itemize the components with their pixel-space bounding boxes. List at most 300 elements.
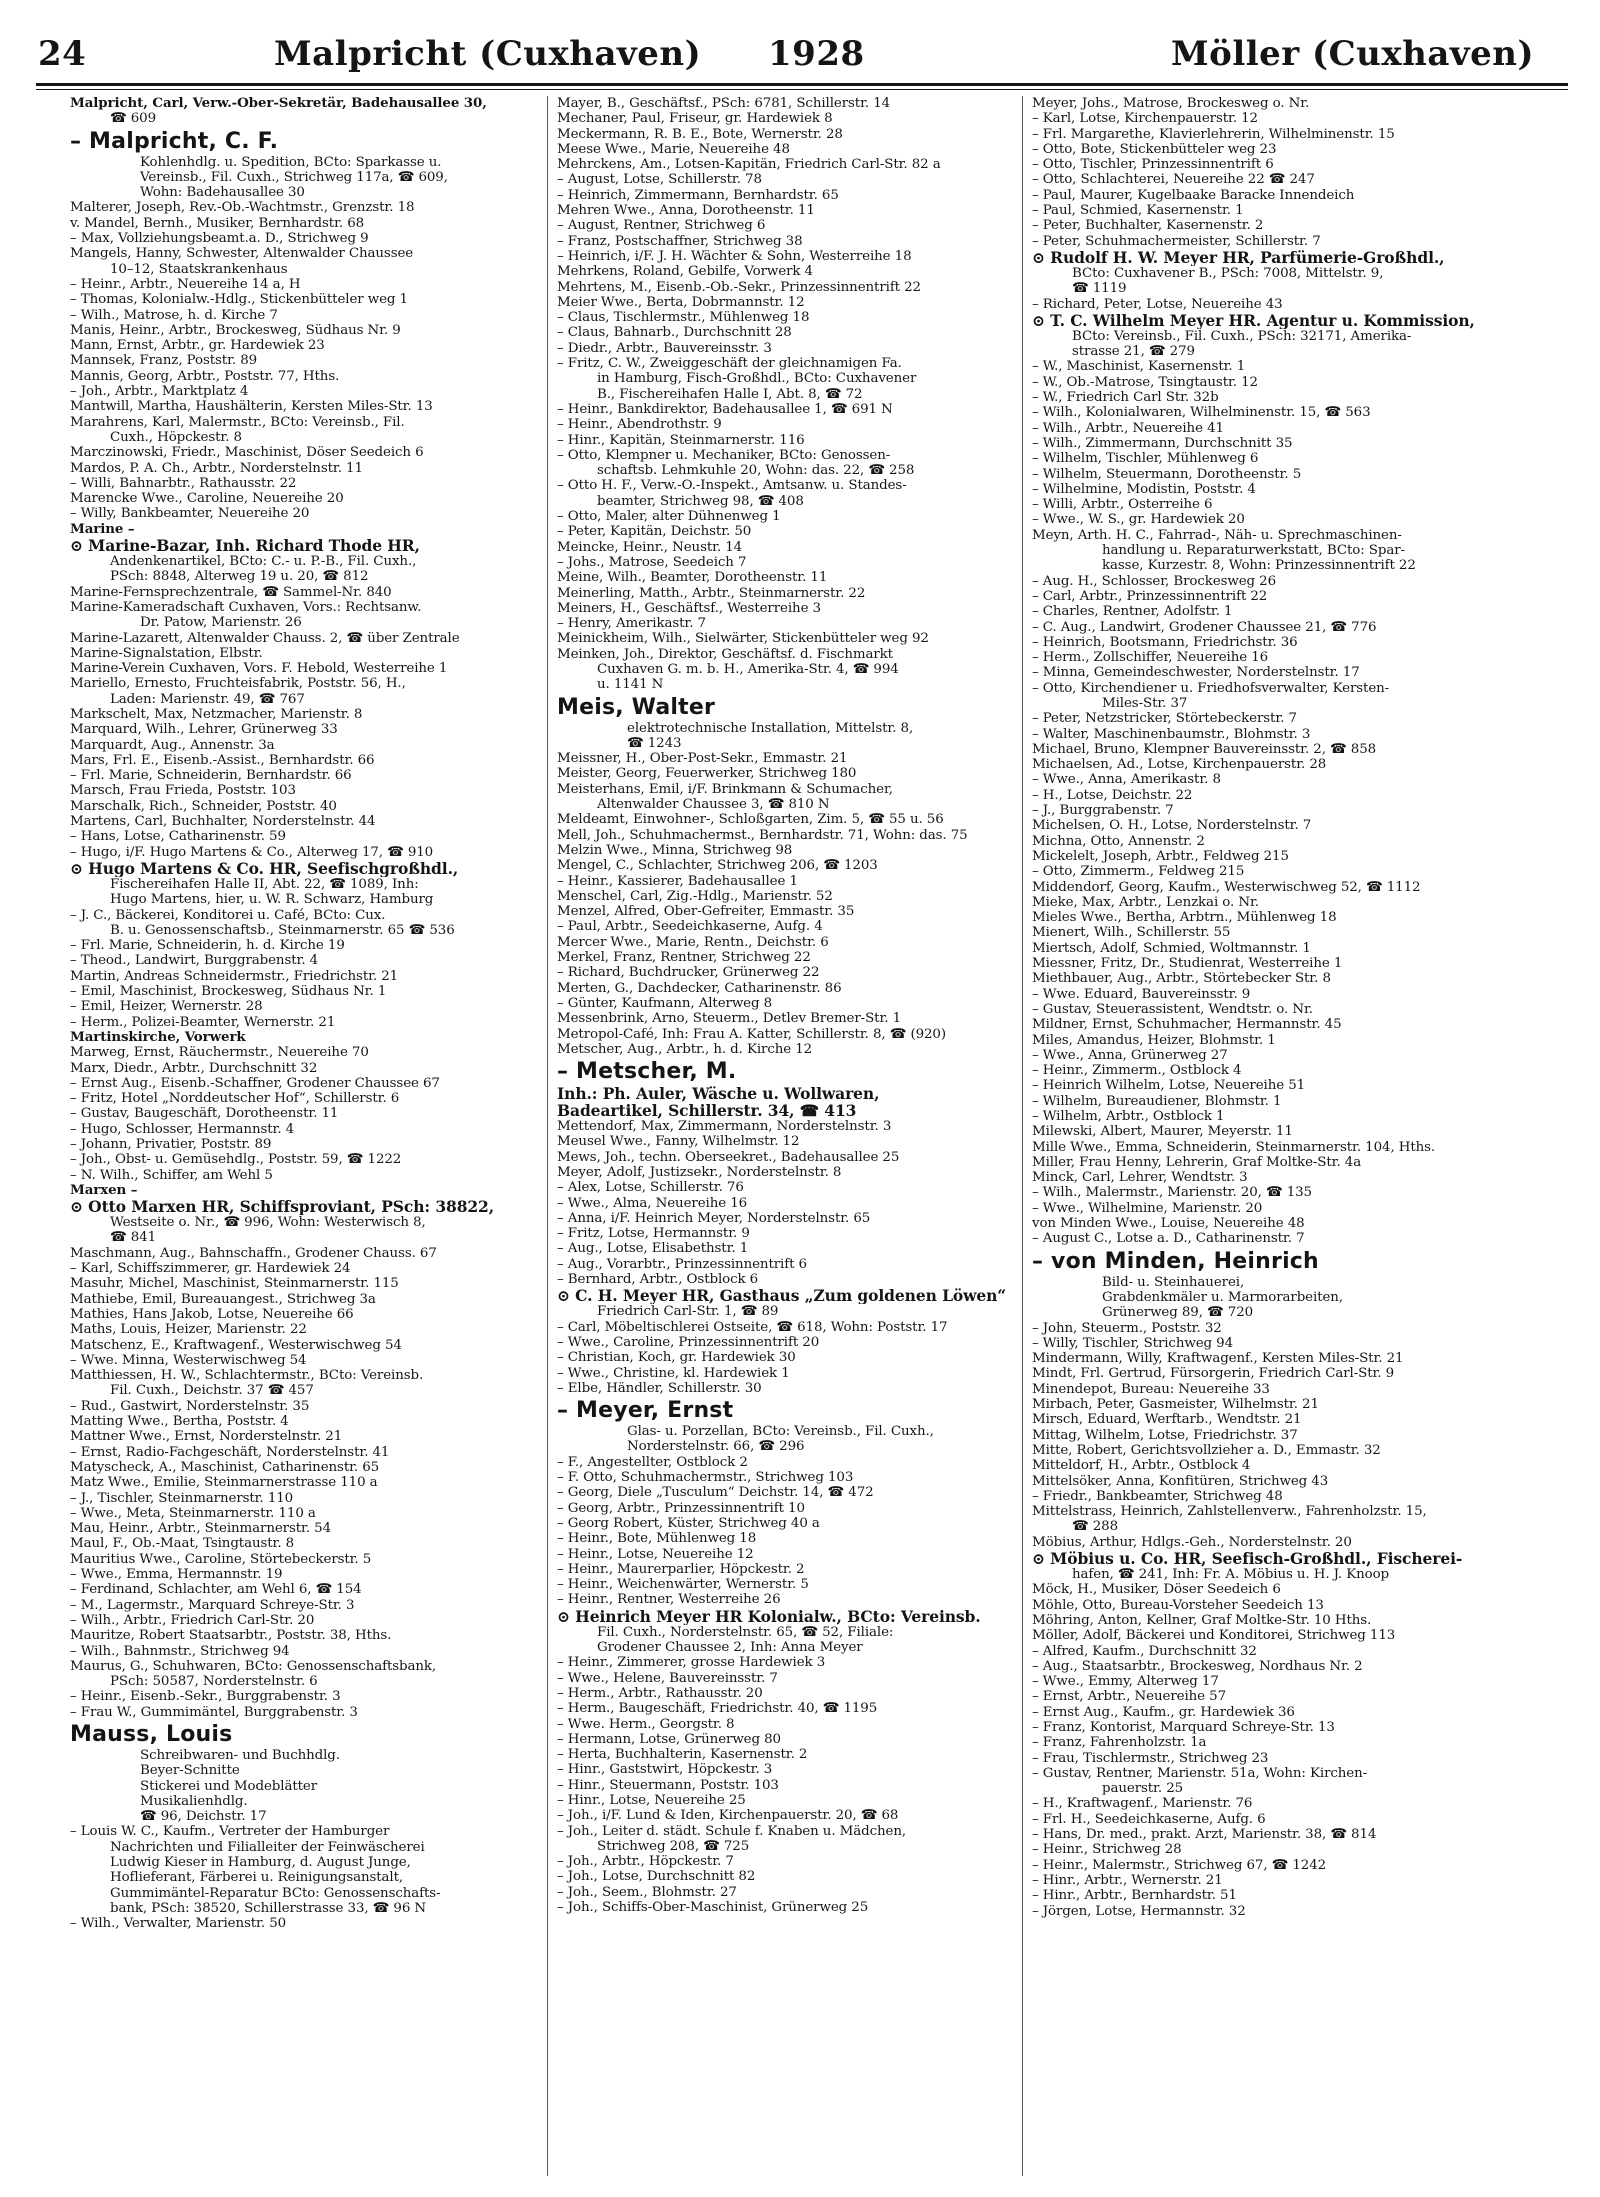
directory-entry: – Heinr., Abendrothstr. 9 (557, 417, 722, 433)
directory-entry: – F., Angestellter, Ostblock 2 (557, 1454, 748, 1470)
directory-entry: – Herm., Zollschiffer, Neuereihe 16 (1032, 650, 1269, 666)
directory-entry: Metscher, Aug., Arbtr., h. d. Kirche 12 (557, 1041, 813, 1057)
directory-entry: – Richard, Peter, Lotse, Neuereihe 43 (1032, 296, 1283, 312)
directory-entry: – Peter, Netzstricker, Störtebeckerstr. 7 (1032, 711, 1297, 727)
directory-entry: – Joh., Arbtr., Höpckestr. 7 (557, 1854, 734, 1870)
directory-entry: Mindt, Frl. Gertrud, Fürsorgerin, Friedrich Carl-Str. 9 (1032, 1366, 1395, 1382)
directory-entry: Meiners, H., Geschäftsf., Westerreihe 3 (557, 600, 821, 616)
directory-entry: Mathies, Hans Jakob, Lotse, Neuereihe 66 (70, 1306, 354, 1322)
directory-entry: Mardos, P. A. Ch., Arbtr., Norderstelnstr. 11 (70, 460, 363, 476)
directory-entry: – Frl. Marie, Schneiderin, h. d. Kirche 19 (70, 938, 345, 954)
directory-entry: Marine-Lazarett, Altenwalder Chauss. 2, ☎ über Zentrale (70, 630, 460, 646)
directory-entry: ⊙ Hugo Martens & Co. HR, Seefischgroßhdl., (70, 859, 459, 877)
directory-entry: Matthiessen, H. W., Schlachtermstr., BCto: Vereinsb. (70, 1368, 424, 1384)
directory-entry: – von Minden, Heinrich (1032, 1248, 1319, 1274)
directory-entry: – Carl, Arbtr., Prinzessinnentrift 22 (1032, 588, 1268, 604)
page-number: 24 (38, 34, 87, 74)
directory-entry: Ludwig Kieser in Hamburg, d. August Junge, (110, 1855, 411, 1871)
left-running-title: Malpricht (Cuxhaven) (274, 34, 702, 74)
directory-entry: Middendorf, Georg, Kaufm., Westerwischweg 52, ☎ 1112 (1032, 879, 1421, 895)
column-2 (557, 96, 1027, 2186)
directory-entry: – Frl. H., Seedeichkaserne, Aufg. 6 (1032, 1811, 1266, 1827)
directory-entry: ☎ 96, Deichstr. 17 (140, 1809, 267, 1825)
directory-entry: – Wwe., Helene, Bauvereinsstr. 7 (557, 1670, 778, 1686)
directory-entry: Grünerweg 89, ☎ 720 (1102, 1305, 1254, 1321)
directory-entry: beamter, Strichweg 98, ☎ 408 (597, 493, 804, 509)
directory-entry: – Frl. Marie, Schneiderin, Bernhardstr. 66 (70, 768, 352, 784)
directory-entry: – August, Rentner, Strichweg 6 (557, 218, 766, 234)
directory-entry: Mittelstrass, Heinrich, Zahlstellenverw., Fahrenholzstr. 15, (1032, 1504, 1427, 1520)
directory-entry: Marczinowski, Friedr., Maschinist, Döser Seedeich 6 (70, 445, 424, 461)
directory-entry: Mayer, B., Geschäftsf., PSch: 6781, Schillerstr. 14 (557, 96, 891, 111)
directory-entry: Malterer, Joseph, Rev.-Ob.-Wachtmstr., Grenzstr. 18 (70, 200, 415, 216)
directory-entry: – Claus, Tischlermstr., Mühlenweg 18 (557, 310, 810, 326)
directory-entry: – Wwe., Emmy, Alterweg 17 (1032, 1674, 1219, 1690)
directory-entry: Mitte, Robert, Gerichtsvollzieher a. D., Emmastr. 32 (1032, 1442, 1381, 1458)
directory-entry: Minck, Carl, Lehrer, Wendtstr. 3 (1032, 1170, 1248, 1186)
directory-entry: Strichweg 208, ☎ 725 (597, 1838, 750, 1854)
directory-entry: Marine-Fernsprechzentrale, ☎ Sammel-Nr. 840 (70, 584, 392, 600)
directory-entry: – John, Steuerm., Poststr. 32 (1032, 1320, 1222, 1336)
directory-entry: Mieke, Max, Arbtr., Lenzkai o. Nr. (1032, 894, 1259, 910)
directory-entry: pauerstr. 25 (1102, 1781, 1184, 1797)
directory-entry: Meese Wwe., Marie, Neuereihe 48 (557, 141, 790, 157)
directory-entry: – Heinr., Strichweg 28 (1032, 1842, 1182, 1858)
directory-entry: elektrotechnische Installation, Mittelstr. 8, (627, 720, 914, 736)
directory-entry: BCto: Vereinsb., Fil. Cuxh., PSch: 32171, Amerika- (1072, 328, 1412, 344)
directory-entry: – Joh., Seem., Blohmstr. 27 (557, 1884, 737, 1900)
directory-entry: Möck, H., Musiker, Döser Seedeich 6 (1032, 1582, 1281, 1598)
directory-entry: Bild- u. Steinhauerei, (1102, 1274, 1245, 1290)
directory-entry: Beyer-Schnitte (140, 1763, 240, 1779)
directory-entry: 10–12, Staatskrankenhaus (110, 261, 288, 277)
directory-entry: – Karl, Lotse, Kirchenpauerstr. 12 (1032, 111, 1258, 127)
directory-entry: – Franz, Postschaffner, Strichweg 38 (557, 233, 803, 249)
directory-entry: Mickelelt, Joseph, Arbtr., Feldweg 215 (1032, 848, 1289, 864)
directory-entry: – Wwe., Wilhelmine, Marienstr. 20 (1032, 1200, 1263, 1216)
directory-entry: – Wilh., Matrose, h. d. Kirche 7 (70, 307, 278, 323)
directory-entry: – Otto, Zimmerm., Feldweg 215 (1032, 864, 1245, 880)
directory-entry: ⊙ Heinrich Meyer HR Kolonialw., BCto: Vereinsb. (557, 1607, 981, 1625)
directory-entry: Altenwalder Chaussee 3, ☎ 810 N (597, 797, 830, 813)
directory-entry: Kohlenhdlg. u. Spedition, BCto: Sparkasse u. (140, 154, 442, 170)
directory-entry: – Gustav, Rentner, Marienstr. 51a, Wohn: Kirchen- (1032, 1765, 1368, 1781)
directory-entry: Mengel, C., Schlachter, Strichweg 206, ☎ 1203 (557, 858, 878, 874)
directory-entry: – Emil, Maschinist, Brockesweg, Südhaus Nr. 1 (70, 984, 387, 1000)
directory-entry: – Hugo, Schlosser, Hermannstr. 4 (70, 1121, 295, 1137)
directory-entry: – Claus, Bahnarb., Durchschnitt 28 (557, 325, 792, 341)
column-1 (70, 96, 538, 2186)
directory-entry: – Wilh., Arbtr., Neuereihe 41 (1032, 420, 1224, 436)
directory-entry: Möhle, Otto, Bureau-Vorsteher Seedeich 13 (1032, 1597, 1324, 1613)
directory-entry: Mann, Ernst, Arbtr., gr. Hardewiek 23 (70, 338, 325, 354)
directory-entry: – Ferdinand, Schlachter, am Wehl 6, ☎ 154 (70, 1582, 362, 1598)
directory-entry: – Willy, Tischler, Strichweg 94 (1032, 1335, 1234, 1351)
directory-entry: Cuxhaven G. m. b. H., Amerika-Str. 4, ☎ 994 (597, 661, 899, 677)
directory-entry: – Frau W., Gummimäntel, Burggrabenstr. 3 (70, 1704, 358, 1720)
directory-entry: – Theod., Landwirt, Burggrabenstr. 4 (70, 953, 319, 969)
directory-entry: – Ernst Aug., Kaufm., gr. Hardewiek 36 (1032, 1704, 1295, 1720)
directory-entry: – Christian, Koch, gr. Hardewiek 30 (557, 1350, 796, 1366)
directory-entry: Maschmann, Aug., Bahnschaffn., Grodener Chauss. 67 (70, 1245, 437, 1261)
directory-entry: – Paul, Arbtr., Seedeichkaserne, Aufg. 4 (557, 919, 823, 935)
directory-entry: Glas- u. Porzellan, BCto: Vereinsb., Fil. Cuxh., (627, 1424, 934, 1440)
directory-entry: Meinken, Joh., Direktor, Geschäftsf. d. Fischmarkt (557, 646, 893, 662)
directory-entry: – Herta, Buchhalterin, Kasernenstr. 2 (557, 1747, 808, 1763)
directory-entry: Merkel, Franz, Rentner, Strichweg 22 (557, 950, 811, 966)
directory-entry: ⊙ Marine-Bazar, Inh. Richard Thode HR, (70, 537, 420, 555)
directory-entry: – Georg, Diele „Tusculum“ Deichstr. 14, ☎ 472 (557, 1485, 874, 1501)
directory-entry: Mittelsöker, Anna, Konfitüren, Strichweg 43 (1032, 1473, 1329, 1489)
directory-entry: – W., Friedrich Carl Str. 32b (1032, 390, 1219, 406)
directory-entry: Mittag, Wilhelm, Lotse, Friedrichstr. 37 (1032, 1427, 1298, 1443)
directory-entry: Hugo Martens, hier, u. W. R. Schwarz, Hamburg (110, 892, 434, 908)
directory-entry: – Malpricht, C. F. (70, 128, 279, 154)
directory-entry: Grodener Chaussee 2, Inh: Anna Meyer (597, 1640, 863, 1656)
directory-entry: – Karl, Schiffszimmerer, gr. Hardewiek 24 (70, 1261, 351, 1277)
directory-entry: Möller, Adolf, Bäckerei und Konditorei, Strichweg 113 (1032, 1628, 1396, 1644)
directory-entry: Meier Wwe., Berta, Dobrmannstr. 12 (557, 294, 805, 310)
directory-entry: Mantwill, Martha, Haushälterin, Kersten Miles-Str. 13 (70, 399, 433, 415)
directory-entry: Möhring, Anton, Kellner, Graf Moltke-Str. 10 Hths. (1032, 1612, 1372, 1628)
directory-entry: – Heinrich, Bootsmann, Friedrichstr. 36 (1032, 634, 1298, 650)
directory-entry: Andenkenartikel, BCto: C.- u. P.-B., Fil. Cuxh., (110, 554, 417, 570)
directory-entry: Menschel, Carl, Zig.-Hdlg., Marienstr. 52 (557, 888, 833, 904)
directory-entry: Marquardt, Aug., Annenstr. 3a (70, 737, 275, 753)
directory-entry: – Hans, Dr. med., prakt. Arzt, Marienstr. 38, ☎ 814 (1032, 1827, 1377, 1843)
directory-entry: Mars, Frl. E., Eisenb.-Assist., Bernhardstr. 66 (70, 752, 375, 768)
directory-entry: Michelsen, O. H., Lotse, Norderstelnstr. 7 (1032, 818, 1312, 834)
directory-entry: PSch: 8848, Alterweg 19 u. 20, ☎ 812 (110, 569, 369, 585)
directory-entry: B. u. Genossenschaftsb., Steinmarnerstr. 65 ☎ 536 (110, 922, 455, 938)
directory-entry: Marencke Wwe., Caroline, Neuereihe 20 (70, 491, 344, 507)
directory-entry: Mauritze, Robert Staatsarbtr., Poststr. 38, Hths. (70, 1628, 392, 1644)
directory-entry: – Aug. H., Schlosser, Brockesweg 26 (1032, 573, 1276, 589)
directory-entry: Miller, Frau Henny, Lehrerin, Graf Moltke-Str. 4a (1032, 1154, 1362, 1170)
directory-entry: – J., Tischler, Steinmarnerstr. 110 (70, 1490, 294, 1506)
directory-entry: Mehrtens, M., Eisenb.-Ob.-Sekr., Prinzessinnentrift 22 (557, 279, 921, 295)
directory-entry: – Heinr., Bote, Mühlenweg 18 (557, 1531, 757, 1547)
directory-entry: ⊙ Möbius u. Co. HR, Seefisch-Großhdl., Fischerei- (1032, 1550, 1463, 1568)
directory-entry: – Carl, Möbeltischlerei Ostseite, ☎ 618, Wohn: Poststr. 17 (557, 1319, 948, 1335)
column-rule (547, 96, 548, 2176)
directory-entry: – Herm., Arbtr., Rathausstr. 20 (557, 1685, 763, 1701)
directory-entry: – Heinrich, i/F. J. H. Wächter & Sohn, Westerreihe 18 (557, 248, 912, 264)
directory-entry: – Walter, Maschinenbaumstr., Blohmstr. 3 (1032, 726, 1311, 742)
directory-entry: PSch: 50587, Norderstelnstr. 6 (110, 1674, 318, 1690)
directory-entry: Merten, G., Dachdecker, Catharinenstr. 86 (557, 980, 842, 996)
directory-entry: – Max, Vollziehungsbeamt.a. D., Strichweg 9 (70, 231, 369, 247)
directory-entry: – Aug., Vorarbtr., Prinzessinnentrift 6 (557, 1256, 807, 1272)
directory-entry: Miethbauer, Aug., Arbtr., Störtebecker Str. 8 (1032, 971, 1331, 987)
directory-entry: Meusel Wwe., Fanny, Wilhelmstr. 12 (557, 1134, 800, 1150)
directory-entry: Markschelt, Max, Netzmacher, Marienstr. 8 (70, 706, 363, 722)
directory-entry: – Georg Robert, Küster, Strichweg 40 a (557, 1515, 820, 1531)
directory-entry: Mienert, Wilh., Schillerstr. 55 (1032, 925, 1231, 941)
directory-entry: Mau, Heinr., Arbtr., Steinmarnerstr. 54 (70, 1521, 332, 1537)
directory-entry: Miessner, Fritz, Dr., Studienrat, Westerreihe 1 (1032, 956, 1343, 972)
directory-entry: – Otto, Bote, Stickenbütteler weg 23 (1032, 141, 1277, 157)
directory-entry: Martens, Carl, Buchhalter, Norderstelnstr. 44 (70, 814, 376, 830)
directory-entry: Meister, Georg, Feuerwerker, Strichweg 180 (557, 766, 857, 782)
directory-entry: – Joh., Lotse, Durchschnitt 82 (557, 1869, 756, 1885)
directory-entry: Maths, Louis, Heizer, Marienstr. 22 (70, 1322, 307, 1338)
directory-entry: Meckermann, R. B. E., Bote, Wernerstr. 28 (557, 126, 843, 142)
directory-entry: Marahrens, Karl, Malermstr., BCto: Vereinsb., Fil. (70, 414, 405, 430)
directory-entry: Friedrich Carl-Str. 1, ☎ 89 (597, 1304, 779, 1320)
directory-entry: Menzel, Alfred, Ober-Gefreiter, Emmastr. 35 (557, 904, 855, 920)
directory-entry: Meyer, Johs., Matrose, Brockesweg o. Nr. (1032, 96, 1310, 111)
directory-entry: ☎ 1119 (1072, 281, 1127, 297)
directory-entry: – Willi, Bahnarbtr., Rathausstr. 22 (70, 475, 297, 491)
directory-entry: Matyscheck, A., Maschinist, Catharinenstr. 65 (70, 1459, 380, 1475)
directory-entry: – Wwe., Christine, kl. Hardewiek 1 (557, 1365, 790, 1381)
directory-entry: – Gustav, Steuerassistent, Wendtstr. o. Nr. (1032, 1001, 1313, 1017)
directory-entry: Mehrkens, Roland, Gebilfe, Vorwerk 4 (557, 264, 813, 280)
directory-entry: Michaelsen, Ad., Lotse, Kirchenpauerstr. 28 (1032, 757, 1327, 773)
directory-entry: Cuxh., Höpckestr. 8 (110, 429, 242, 445)
directory-entry: Matschenz, E., Kraftwagenf., Westerwischweg 54 (70, 1337, 402, 1353)
directory-entry: Meyn, Arth. H. C., Fahrrad-, Näh- u. Sprechmaschinen- (1032, 527, 1402, 543)
directory-entry: – Friedr., Bankbeamter, Strichweg 48 (1032, 1488, 1283, 1504)
directory-entry: – Wilhelmine, Modistin, Poststr. 4 (1032, 481, 1256, 497)
directory-entry: – Wwe. Eduard, Bauvereinsstr. 9 (1032, 986, 1251, 1002)
directory-entry: Wohn: Badehausallee 30 (140, 185, 305, 201)
directory-entry: B., Fischereihafen Halle I, Abt. 8, ☎ 72 (597, 386, 863, 402)
directory-entry: Mell, Joh., Schuhmachermst., Bernhardstr. 71, Wohn: das. 75 (557, 827, 968, 843)
directory-entry: – Joh., Leiter d. städt. Schule f. Knaben u. Mädchen, (557, 1823, 907, 1839)
directory-entry: – Wilhelm, Arbtr., Ostblock 1 (1032, 1109, 1225, 1124)
directory-entry: – Joh., Schiffs-Ober-Maschinist, Grünerweg 25 (557, 1900, 869, 1916)
directory-entry: von Minden Wwe., Louise, Neuereihe 48 (1032, 1216, 1305, 1232)
directory-entry: Mews, Joh., techn. Oberseekret., Badehausallee 25 (557, 1149, 900, 1165)
directory-entry: – H., Lotse, Deichstr. 22 (1032, 787, 1193, 803)
directory-entry: – Hinr., Arbtr., Wernerstr. 21 (1032, 1872, 1223, 1888)
directory-entry: Miles-Str. 37 (1102, 695, 1188, 711)
directory-entry: Hoflieferant, Färberei u. Reinigungsanstalt, (110, 1870, 404, 1886)
directory-entry: – Wilh., Verwalter, Marienstr. 50 (70, 1916, 287, 1932)
directory-entry: Meine, Wilh., Beamter, Dorotheenstr. 11 (557, 570, 828, 586)
directory-entry: Mattner Wwe., Ernst, Norderstelnstr. 21 (70, 1429, 343, 1445)
directory-entry: Mieles Wwe., Bertha, Arbtrn., Mühlenweg 18 (1032, 910, 1337, 926)
directory-entry: – Willy, Bankbeamter, Neuereihe 20 (70, 506, 310, 522)
directory-entry: Schreibwaren- und Buchhdlg. (140, 1747, 340, 1763)
directory-entry: Milewski, Albert, Maurer, Meyerstr. 11 (1032, 1124, 1293, 1140)
directory-entry: – Heinr., Bankdirektor, Badehausallee 1, ☎ 691 N (557, 401, 893, 417)
directory-entry: – Herm., Baugeschäft, Friedrichstr. 40, ☎ 1195 (557, 1701, 878, 1717)
directory-entry: Fil. Cuxh., Deichstr. 37 ☎ 457 (110, 1383, 314, 1399)
directory-entry: Masuhr, Michel, Maschinist, Steinmarnerstr. 115 (70, 1276, 399, 1292)
directory-entry: – Rud., Gastwirt, Norderstelnstr. 35 (70, 1398, 310, 1414)
directory-entry: Meinickheim, Wilh., Sielwärter, Stickenbütteler weg 92 (557, 631, 929, 647)
directory-entry: – Anna, i/F. Heinrich Meyer, Norderstelnstr. 65 (557, 1210, 871, 1226)
directory-entry: Marxen – (70, 1182, 138, 1198)
directory-entry: Fil. Cuxh., Norderstelnstr. 65, ☎ 52, Filiale: (597, 1624, 894, 1640)
directory-entry: – C. Aug., Landwirt, Grodener Chaussee 21, ☎ 776 (1032, 619, 1377, 635)
directory-entry: – Günter, Kaufmann, Alterweg 8 (557, 995, 773, 1011)
directory-entry: Mangels, Hanny, Schwester, Altenwalder Chaussee (70, 246, 414, 262)
directory-entry: – Hermann, Lotse, Grünerweg 80 (557, 1731, 781, 1747)
directory-entry: ☎ 841 (110, 1230, 156, 1246)
directory-entry: Meldeamt, Einwohner-, Schloßgarten, Zim. 5, ☎ 55 u. 56 (557, 812, 944, 828)
directory-entry: – Hinr., Steuermann, Poststr. 103 (557, 1777, 779, 1793)
directory-entry: – Hinr., Arbtr., Bernhardstr. 51 (1032, 1888, 1237, 1904)
directory-entry: – Ernst, Arbtr., Neuereihe 57 (1032, 1689, 1226, 1705)
directory-entry: – W., Ob.-Matrose, Tsingtaustr. 12 (1032, 374, 1258, 390)
directory-entry: Mauss, Louis (70, 1721, 233, 1747)
directory-entry: – Ernst Aug., Eisenb.-Schaffner, Grodener Chaussee 67 (70, 1075, 440, 1091)
directory-entry: – J. C., Bäckerei, Konditorei u. Café, BCto: Cux. (70, 907, 386, 923)
directory-entry: – Wwe., W. S., gr. Hardewiek 20 (1032, 512, 1245, 528)
directory-entry: Michael, Bruno, Klempner Bauvereinsstr. 2, ☎ 858 (1032, 741, 1377, 757)
directory-entry: – Heinrich Wilhelm, Lotse, Neuereihe 51 (1032, 1078, 1306, 1094)
directory-entry: – Louis W. C., Kaufm., Vertreter der Hamburger (70, 1824, 390, 1840)
directory-entry: Marsch, Frau Frieda, Poststr. 103 (70, 783, 296, 799)
directory-entry: – Diedr., Arbtr., Bauvereinsstr. 3 (557, 340, 772, 356)
directory-entry: Michna, Otto, Annenstr. 2 (1032, 833, 1205, 849)
directory-entry: – Peter, Buchhalter, Kasernenstr. 2 (1032, 218, 1264, 234)
directory-entry: Mauritius Wwe., Caroline, Störtebeckerstr. 5 (70, 1551, 372, 1567)
directory-entry: Martinskirche, Vorwerk (70, 1029, 246, 1045)
directory-entry: Dr. Patow, Marienstr. 26 (140, 615, 302, 631)
directory-entry: – Franz, Kontorist, Marquard Schreye-Str. 13 (1032, 1719, 1335, 1735)
directory-entry: – Aug., Staatsarbtr., Brockesweg, Nordhaus Nr. 2 (1032, 1658, 1363, 1674)
directory-entry: – August C., Lotse a. D., Catharinenstr. 7 (1032, 1231, 1305, 1247)
directory-entry: Marschalk, Rich., Schneider, Poststr. 40 (70, 798, 337, 814)
directory-entry: Matting Wwe., Bertha, Poststr. 4 (70, 1414, 289, 1430)
directory-entry: – Otto, Tischler, Prinzessinnentrift 6 (1032, 157, 1274, 173)
directory-entry: – Heinr., Maurerparlier, Höpckestr. 2 (557, 1561, 805, 1577)
directory-entry: Mirbach, Peter, Gasmeister, Wilhelmstr. 21 (1032, 1397, 1319, 1413)
directory-entry: Musikalienhdlg. (140, 1793, 248, 1809)
directory-entry: Inh.: Ph. Auler, Wäsche u. Wollwaren, (557, 1085, 880, 1103)
directory-entry: Meis, Walter (557, 694, 716, 720)
directory-entry: ⊙ C. H. Meyer HR, Gasthaus „Zum goldenen Löwen“ (557, 1287, 1007, 1305)
directory-entry: Matz Wwe., Emilie, Steinmarnerstrasse 110 a (70, 1475, 378, 1491)
directory-entry: Maurus, G., Schuhwaren, BCto: Genossenschaftsbank, (70, 1658, 437, 1674)
directory-entry: – F. Otto, Schuhmachermstr., Strichweg 103 (557, 1470, 854, 1486)
directory-entry: Mannsek, Franz, Poststr. 89 (70, 353, 258, 369)
directory-entry: – Joh., i/F. Lund & Iden, Kirchenpauerstr. 20, ☎ 68 (557, 1808, 899, 1824)
directory-entry: Mannis, Georg, Arbtr., Poststr. 77, Hths. (70, 368, 340, 384)
directory-entry: – Gustav, Baugeschäft, Dorotheenstr. 11 (70, 1106, 339, 1122)
year: 1928 (768, 34, 865, 74)
directory-entry: – Wwe., Anna, Amerikastr. 8 (1032, 772, 1221, 788)
directory-entry: Meinerling, Matth., Arbtr., Steinmarnerstr. 22 (557, 585, 866, 601)
directory-entry: in Hamburg, Fisch-Großhdl., BCto: Cuxhavener (597, 371, 917, 387)
directory-entry: Melzin Wwe., Minna, Strichweg 98 (557, 842, 793, 858)
directory-entry: – Charles, Rentner, Adolfstr. 1 (1032, 604, 1233, 620)
directory-entry: – Herm., Polizei-Beamter, Wernerstr. 21 (70, 1014, 336, 1030)
directory-entry: Mehren Wwe., Anna, Dorotheenstr. 11 (557, 203, 815, 219)
column-3 (1032, 96, 1558, 2186)
directory-entry: – Fritz, C. W., Zweiggeschäft der gleichnamigen Fa. (557, 356, 902, 372)
directory-entry: u. 1141 N (597, 677, 664, 693)
directory-entry: – Minna, Gemeindeschwester, Norderstelnstr. 17 (1032, 665, 1360, 681)
header-rule-thick (36, 83, 1568, 86)
directory-entry: – Otto H. F., Verw.-O.-Inspekt., Amtsanw. u. Standes- (557, 478, 907, 494)
directory-entry: Meincke, Heinr., Neustr. 14 (557, 539, 743, 555)
directory-entry: – Paul, Schmied, Kasernenstr. 1 (1032, 203, 1244, 219)
directory-entry: – Wwe., Anna, Grünerweg 27 (1032, 1047, 1228, 1063)
directory-entry: Stickerei und Modeblätter (140, 1778, 318, 1794)
directory-entry: – Heinr., Zimmerm., Ostblock 4 (1032, 1063, 1242, 1079)
directory-entry: Mitteldorf, H., Arbtr., Ostblock 4 (1032, 1458, 1251, 1474)
directory-entry: – Hugo, i/F. Hugo Martens & Co., Alterweg 17, ☎ 910 (70, 844, 434, 860)
directory-entry: – Emil, Heizer, Wernerstr. 28 (70, 999, 263, 1015)
directory-entry: – Hinr., Gaststwirt, Höpckestr. 3 (557, 1762, 773, 1778)
directory-entry: – Metscher, M. (557, 1059, 737, 1085)
directory-entry: Minendepot, Bureau: Neuereihe 33 (1032, 1381, 1270, 1397)
directory-entry: – Alex, Lotse, Schillerstr. 76 (557, 1180, 744, 1196)
directory-entry: – Otto, Klempner u. Mechaniker, BCto: Genossen- (557, 447, 891, 463)
directory-entry: – Wilh., Bahnmstr., Strichweg 94 (70, 1643, 290, 1659)
directory-entry: – Wwe., Alma, Neuereihe 16 (557, 1195, 748, 1211)
directory-entry: – Aug., Lotse, Elisabethstr. 1 (557, 1241, 749, 1257)
directory-entry: Mille Wwe., Emma, Schneiderin, Steinmarnerstr. 104, Hths. (1032, 1139, 1436, 1155)
directory-entry: – Otto, Kirchendiener u. Friedhofsverwalter, Kersten- (1032, 680, 1390, 696)
directory-entry: – Heinr., Malermstr., Strichweg 67, ☎ 1242 (1032, 1857, 1327, 1873)
directory-entry: – Paul, Maurer, Kugelbaake Baracke Innendeich (1032, 187, 1355, 203)
directory-entry: Möbius, Arthur, Hdlgs.-Geh., Norderstelnstr. 20 (1032, 1534, 1352, 1550)
directory-entry: – Wilhelm, Steuermann, Dorotheenstr. 5 (1032, 466, 1302, 482)
directory-entry: ⊙ T. C. Wilhelm Meyer HR. Agentur u. Kommission, (1032, 311, 1475, 329)
directory-entry: – J., Burggrabenstr. 7 (1032, 803, 1174, 819)
directory-entry: – Georg, Arbtr., Prinzessinnentrift 10 (557, 1500, 805, 1516)
directory-entry: – Wwe., Caroline, Prinzessinnentrift 20 (557, 1334, 820, 1350)
directory-entry: – Ernst, Radio-Fachgeschäft, Norderstelnstr. 41 (70, 1444, 390, 1460)
directory-entry: strasse 21, ☎ 279 (1072, 344, 1195, 360)
directory-entry: Vereinsb., Fil. Cuxh., Strichweg 117a, ☎ 609, (140, 169, 448, 185)
directory-entry: Marquard, Wilh., Lehrer, Grünerweg 33 (70, 722, 338, 738)
directory-entry: – Heinr., Arbtr., Neuereihe 14 a, H (70, 276, 301, 292)
directory-entry: – Alfred, Kaufm., Durchschnitt 32 (1032, 1643, 1257, 1659)
directory-entry: – Wwe. Minna, Westerwischweg 54 (70, 1352, 307, 1368)
directory-entry: – Peter, Schuhmachermeister, Schillerstr. 7 (1032, 233, 1321, 249)
directory-entry: Westseite o. Nr., ☎ 996, Wohn: Westerwisch 8, (110, 1215, 426, 1231)
directory-entry: – Wilh., Kolonialwaren, Wilhelminenstr. 15, ☎ 563 (1032, 405, 1371, 421)
right-running-title: Möller (Cuxhaven) (1171, 34, 1535, 74)
directory-entry: – Franz, Fahrenholzstr. 1a (1032, 1735, 1207, 1751)
directory-entry: Mehrckens, Am., Lotsen-Kapitän, Friedrich Carl-Str. 82 a (557, 157, 941, 173)
directory-entry: Messenbrink, Arno, Steuerm., Detlev Bremer-Str. 1 (557, 1011, 902, 1027)
directory-entry: – Peter, Kapitän, Deichstr. 50 (557, 524, 752, 540)
directory-entry: – Thomas, Kolonialw.-Hdlg., Stickenbütteler weg 1 (70, 292, 408, 308)
directory-entry: Mindermann, Willy, Kraftwagenf., Kersten Miles-Str. 21 (1032, 1351, 1404, 1367)
directory-entry: Marx, Diedr., Arbtr., Durchschnitt 32 (70, 1060, 318, 1076)
directory-entry: – Heinr., Eisenb.-Sekr., Burggrabenstr. 3 (70, 1689, 341, 1705)
directory-entry: BCto: Cuxhavener B., PSch: 7008, Mittelstr. 9, (1072, 265, 1384, 281)
directory-entry: – Jörgen, Lotse, Hermannstr. 32 (1032, 1903, 1246, 1919)
directory-entry: Metropol-Café, Inh: Frau A. Katter, Schillerstr. 8, ☎ (920) (557, 1026, 946, 1042)
directory-entry: Mechaner, Paul, Friseur, gr. Hardewiek 8 (557, 111, 833, 127)
directory-entry: – Wwe., Meta, Steinmarnerstr. 110 a (70, 1505, 316, 1521)
directory-entry: – Otto, Maler, alter Dühnenweg 1 (557, 509, 781, 525)
directory-entry: – Fritz, Hotel „Norddeutscher Hof“, Schillerstr. 6 (70, 1091, 400, 1107)
directory-entry: – Wilhelm, Tischler, Mühlenweg 6 (1032, 451, 1259, 467)
directory-entry: – Elbe, Händler, Schillerstr. 30 (557, 1380, 762, 1396)
directory-entry: ☎ 609 (110, 111, 156, 127)
directory-entry: – Bernhard, Arbtr., Ostblock 6 (557, 1272, 759, 1288)
directory-entry: Fischereihafen Halle II, Abt. 22, ☎ 1089, Inh: (110, 876, 419, 892)
directory-entry: – Frau, Tischlermstr., Strichweg 23 (1032, 1750, 1269, 1766)
directory-entry: Martin, Andreas Schneidermstr., Friedrichstr. 21 (70, 968, 399, 984)
directory-entry: – Wilhelm, Bureaudiener, Blohmstr. 1 (1032, 1093, 1282, 1109)
directory-entry: kasse, Kurzestr. 8, Wohn: Prinzessinnentrift 22 (1102, 558, 1416, 574)
directory-entry: – Willi, Arbtr., Osterreihe 6 (1032, 497, 1213, 513)
directory-entry: – Frl. Margarethe, Klavierlehrerin, Wilhelminenstr. 15 (1032, 126, 1395, 142)
directory-entry: Gummimäntel-Reparatur BCto: Genossenschafts- (110, 1885, 441, 1901)
